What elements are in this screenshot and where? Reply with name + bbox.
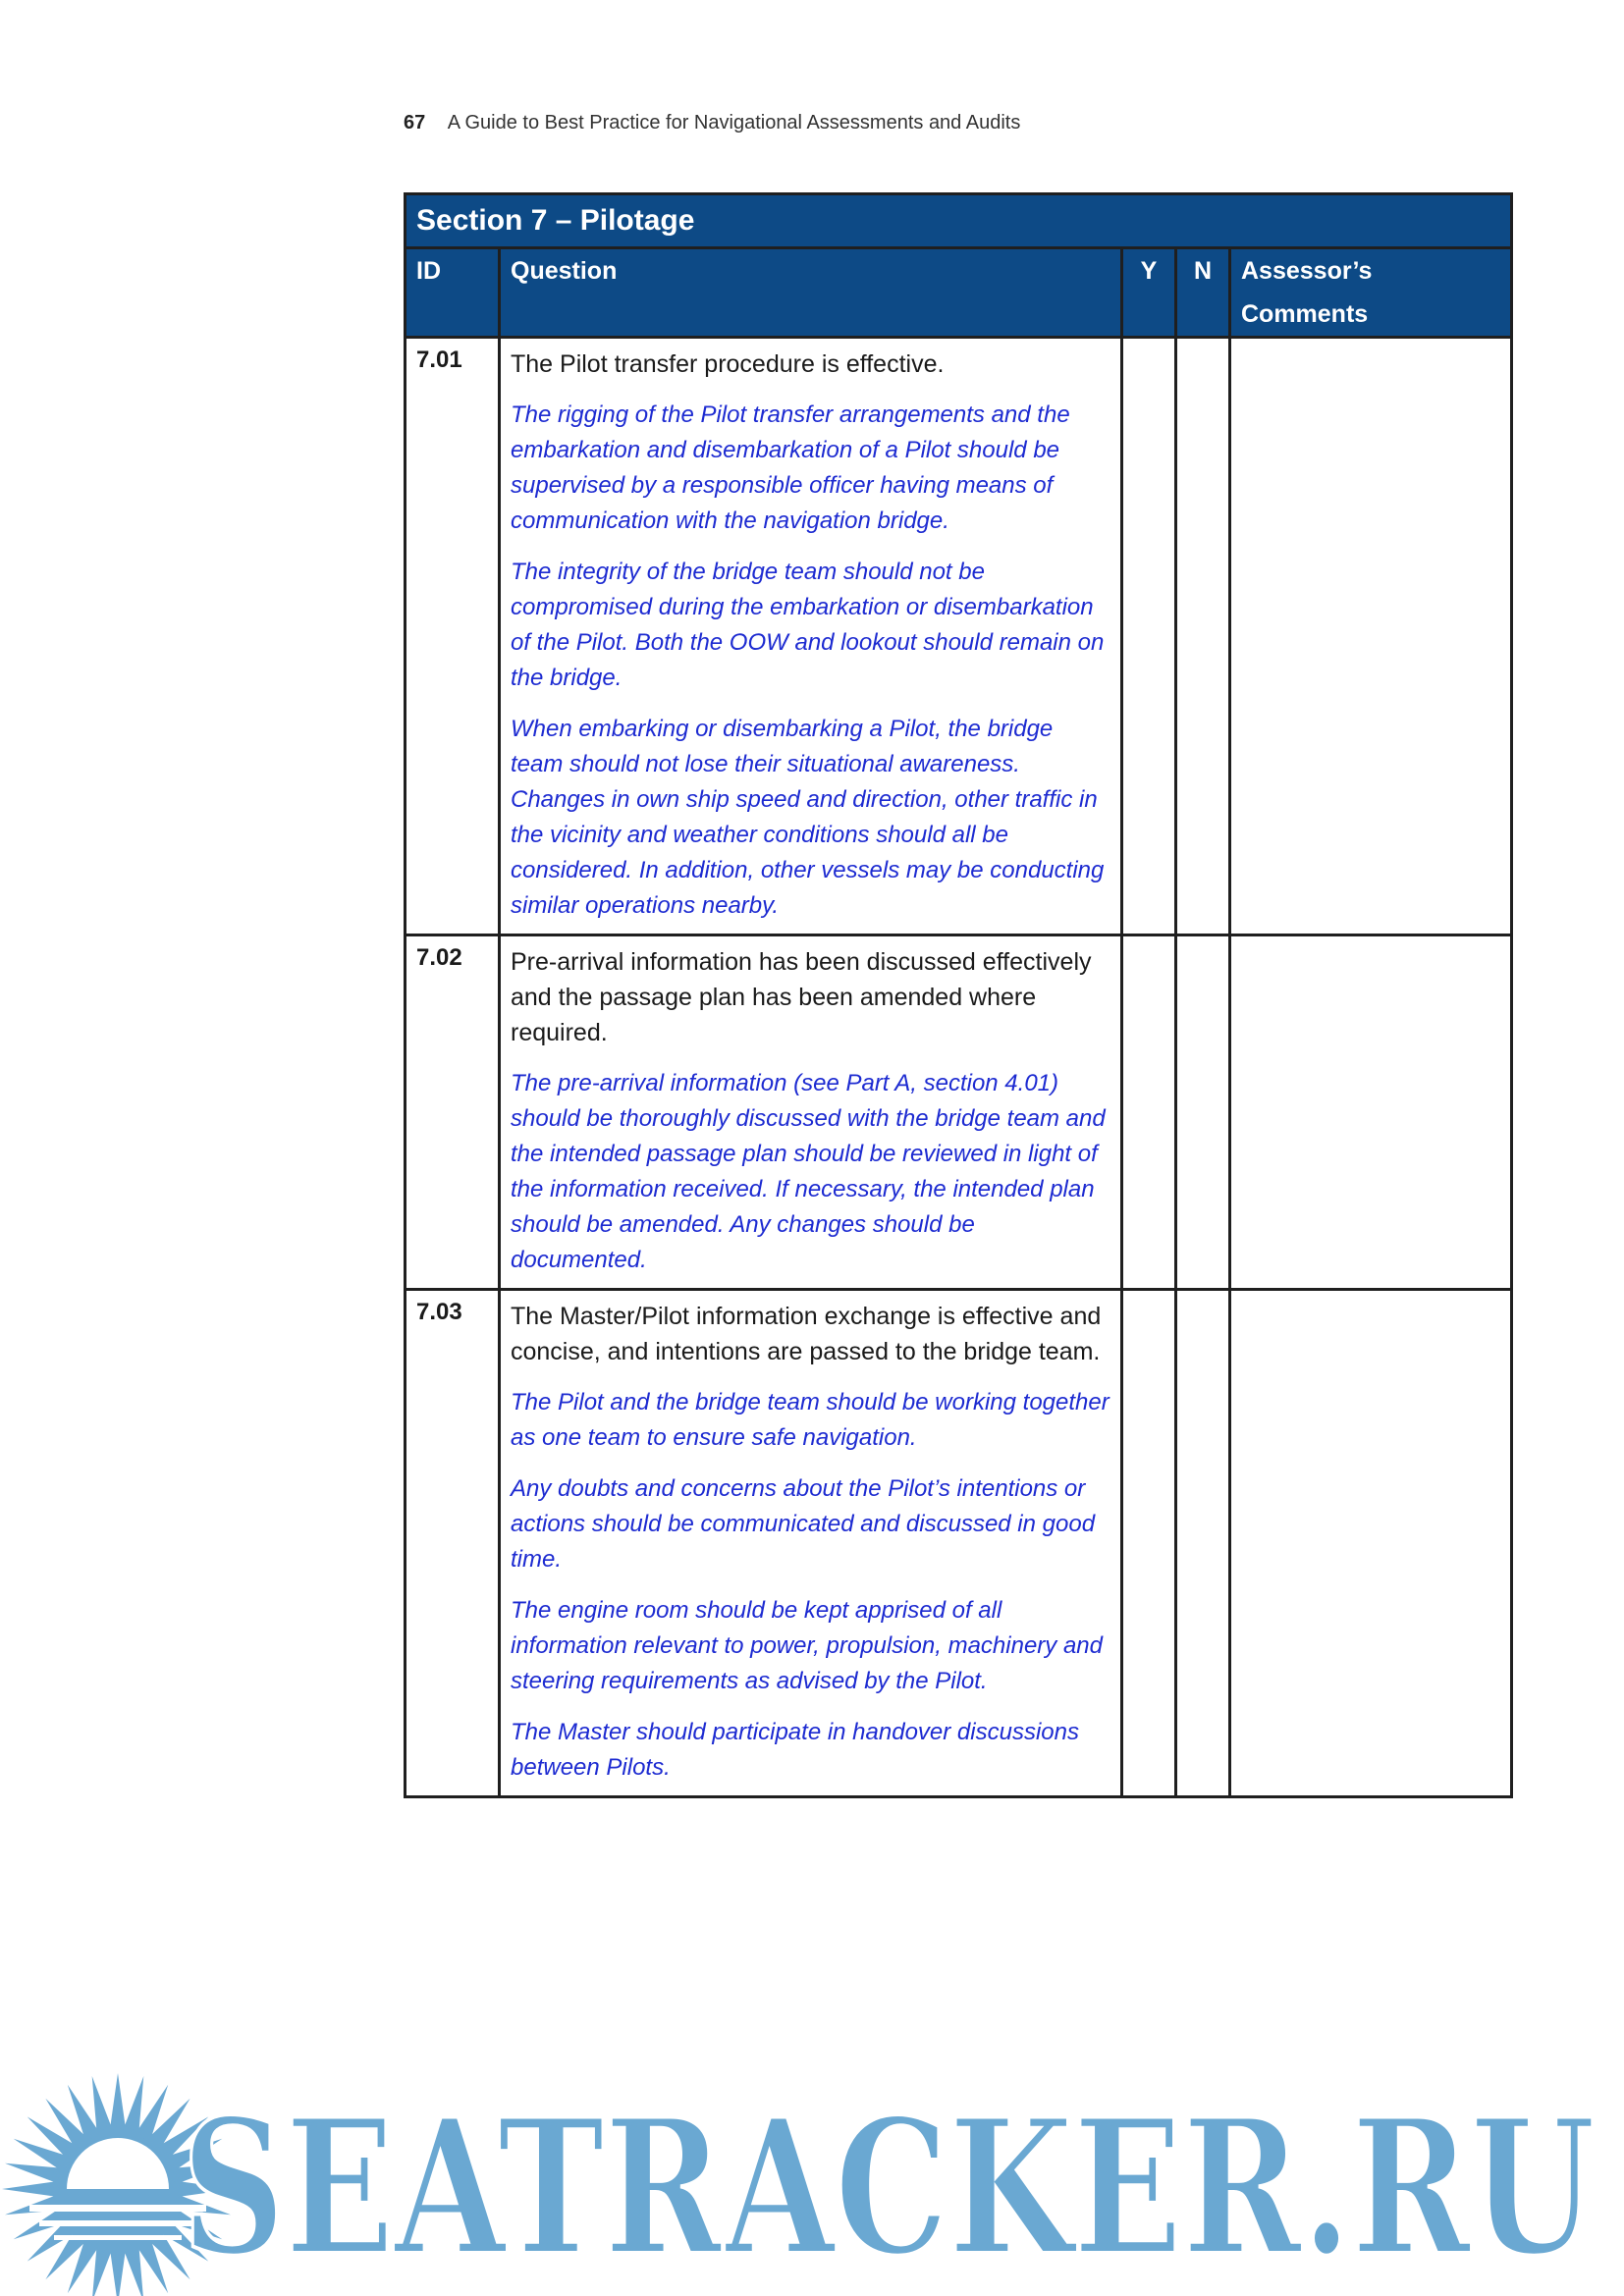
- yes-cell[interactable]: [1122, 1290, 1176, 1797]
- question-cell: [500, 935, 1122, 1290]
- running-header: [404, 112, 1020, 134]
- section-title: Section 7 – Pilotage: [406, 194, 1512, 248]
- guidance-note: Any doubts and concerns about the Pilot’s intentions or actions should be communicated and discussed in good time.: [511, 1475, 1096, 1573]
- guidance-note: When embarking or disembarking a Pilot, the bridge team should not lose their situational awareness. Changes in own ship speed and direction, other traffic in the vicinity and weather conditions should all be considered. In addition, other vessels may be conducting similar operations nearby.: [511, 716, 1105, 919]
- yes-cell[interactable]: [1122, 338, 1176, 935]
- col-header-yes: Y: [1122, 248, 1176, 338]
- col-header-no: N: [1176, 248, 1230, 338]
- yes-cell[interactable]: [1122, 935, 1176, 1290]
- question-text: Pre-arrival information has been discussed effectively and the passage plan has been amended where required.: [511, 948, 1092, 1046]
- comments-cell[interactable]: [1230, 338, 1512, 935]
- table-row: [406, 1290, 1512, 1797]
- table-row: [406, 338, 1512, 935]
- question-text: The Pilot transfer procedure is effective.: [511, 350, 945, 378]
- no-cell[interactable]: [1176, 1290, 1230, 1797]
- guidance-note: The pre-arrival information (see Part A, section 4.01) should be thoroughly discussed with the bridge team and the intended passage plan should be reviewed in light of the information received. If necessary, the intended plan should be amended. Any changes should be documented.: [511, 1070, 1106, 1273]
- comments-cell[interactable]: [1230, 935, 1512, 1290]
- watermark-text: SEATRACKER.RU: [182, 2078, 1596, 2296]
- guidance-note: The Pilot and the bridge team should be working together as one team to ensure safe navigation.: [511, 1389, 1110, 1451]
- guidance-note: The engine room should be kept apprised of all information relevant to power, propulsion, machinery and steering requirements as advised by the Pilot.: [511, 1597, 1103, 1694]
- guidance-note: The Master should participate in handover discussions between Pilots.: [511, 1719, 1079, 1781]
- no-cell[interactable]: [1176, 935, 1230, 1290]
- col-header-comments: Assessor’s Comments: [1230, 248, 1512, 338]
- running-title: A Guide to Best Practice for Navigational Assessments and Audits: [447, 112, 1021, 133]
- col-header-id: ID: [406, 248, 500, 338]
- question-text: The Master/Pilot information exchange is effective and concise, and intentions are passed to the bridge team.: [511, 1303, 1102, 1365]
- guidance-note: The integrity of the bridge team should not be compromised during the embarkation or disembarkation of the Pilot. Both the OOW and lookout should remain on the bridge.: [511, 559, 1105, 691]
- page-number: 67: [404, 112, 426, 133]
- no-cell[interactable]: [1176, 338, 1230, 935]
- question-cell: [500, 1290, 1122, 1797]
- question-id: 7.01: [406, 338, 500, 935]
- comments-cell[interactable]: [1230, 1290, 1512, 1797]
- table-row: [406, 935, 1512, 1290]
- question-id: 7.02: [406, 935, 500, 1290]
- col-header-question: Question: [500, 248, 1122, 338]
- question-id: 7.03: [406, 1290, 500, 1797]
- guidance-note: The rigging of the Pilot transfer arrangements and the embarkation and disembarkation of a Pilot should be supervised by a responsible officer having means of communication with the navigation bridge.: [511, 401, 1070, 534]
- question-cell: [500, 338, 1122, 935]
- watermark-logo: [0, 2042, 1624, 2296]
- pilotage-checklist-table: [404, 192, 1513, 1798]
